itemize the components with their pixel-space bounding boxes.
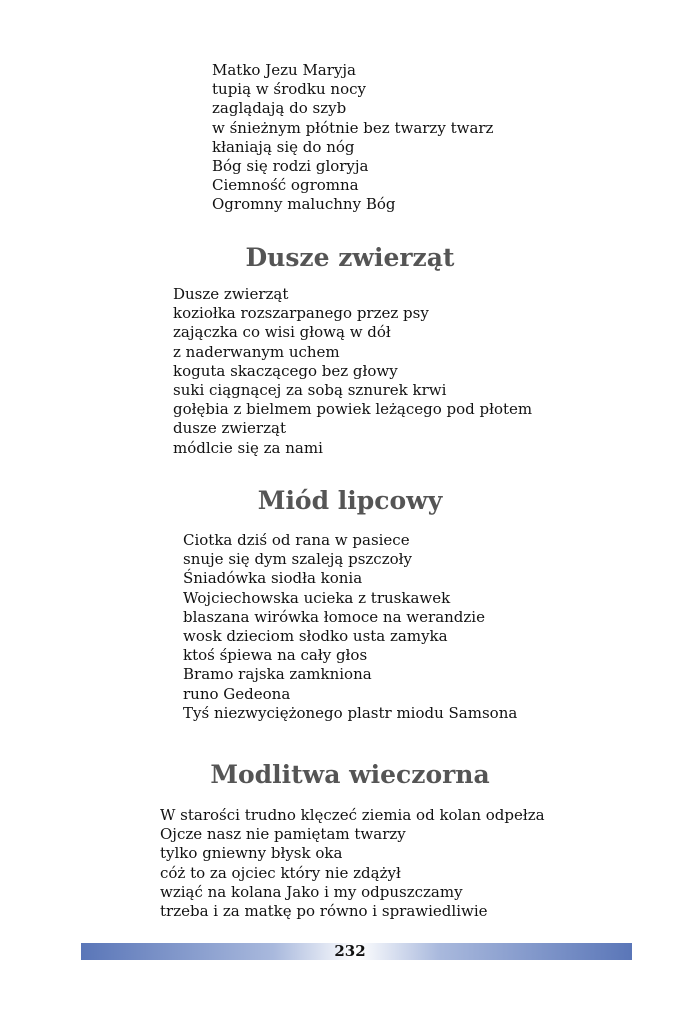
poem-line: Śniadówka siodła konia xyxy=(183,569,363,588)
poem-lines xyxy=(183,531,517,723)
poem-line: trzeba i za matkę po równo i sprawiedliwie xyxy=(160,901,488,920)
poem-line: Wojciechowska ucieka z truskawek xyxy=(183,588,451,607)
poem-line: Matko Jezu Maryja xyxy=(212,61,356,79)
poem-line: snuje się dym szaleją pszczoły xyxy=(183,550,412,569)
poem-line: Ciotka dziś od rana w pasiece xyxy=(183,531,410,549)
poem-line: gołębia z bielmem powiek leżącego pod płotem xyxy=(173,400,533,419)
poem-line: Dusze zwierząt xyxy=(173,285,289,303)
poem-line: Ogromny maluchny Bóg xyxy=(212,195,396,214)
poem-title: Miód lipcowy xyxy=(257,486,443,515)
poem-line: koziołka rozszarpanego przez psy xyxy=(173,304,429,323)
poem-line: módlcie się za nami xyxy=(173,438,323,457)
poem-line: zaglądają do szyb xyxy=(212,99,347,118)
poem-line: cóż to za ojciec który nie zdążył xyxy=(160,863,401,882)
poem-line: tupią w środku nocy xyxy=(212,80,366,99)
poem-line: W starości trudno klęczeć ziemia od kolan odpełza xyxy=(160,806,545,824)
poem-line: zajączka co wisi głową w dół xyxy=(173,323,391,342)
poem-fragment-lines xyxy=(212,61,493,215)
poem-line: ktoś śpiewa na cały głos xyxy=(183,646,368,665)
poem-line: wosk dzieciom słodko usta zamyka xyxy=(183,626,448,645)
poem-line: Tyś niezwyciężonego plastr miodu Samsona xyxy=(183,703,518,722)
poem-line: Bramo rajska zamkniona xyxy=(183,665,372,684)
poem-line: Ciemność ogromna xyxy=(212,176,359,195)
poem-line: w śnieżnym płótnie bez twarzy twarz xyxy=(212,118,494,137)
poem-line: suki ciągnącej za sobą sznurek krwi xyxy=(173,380,447,399)
poem-line: Ojcze nasz nie pamiętam twarzy xyxy=(160,825,406,844)
poem-line: Bóg się rodzi gloryja xyxy=(212,156,369,175)
poem-line: blaszana wirówka łomoce na werandzie xyxy=(183,607,485,626)
poem-line: wziąć na kolana Jako i my odpuszczamy xyxy=(160,882,463,901)
poem-line: koguta skaczącego bez głowy xyxy=(173,361,398,380)
page-number: 232 xyxy=(334,942,366,960)
poem-lines xyxy=(173,285,532,458)
poem-line: dusze zwierząt xyxy=(173,419,286,438)
poem-line: tylko gniewny błysk oka xyxy=(160,844,343,863)
poem-line: runo Gedeona xyxy=(183,684,291,703)
poem-title: Dusze zwierząt xyxy=(245,243,455,272)
poem-title: Modlitwa wieczorna xyxy=(210,760,490,789)
poem-lines xyxy=(160,806,545,921)
poem-line: z naderwanym uchem xyxy=(173,342,340,361)
poem-line: kłaniają się do nóg xyxy=(212,137,355,156)
